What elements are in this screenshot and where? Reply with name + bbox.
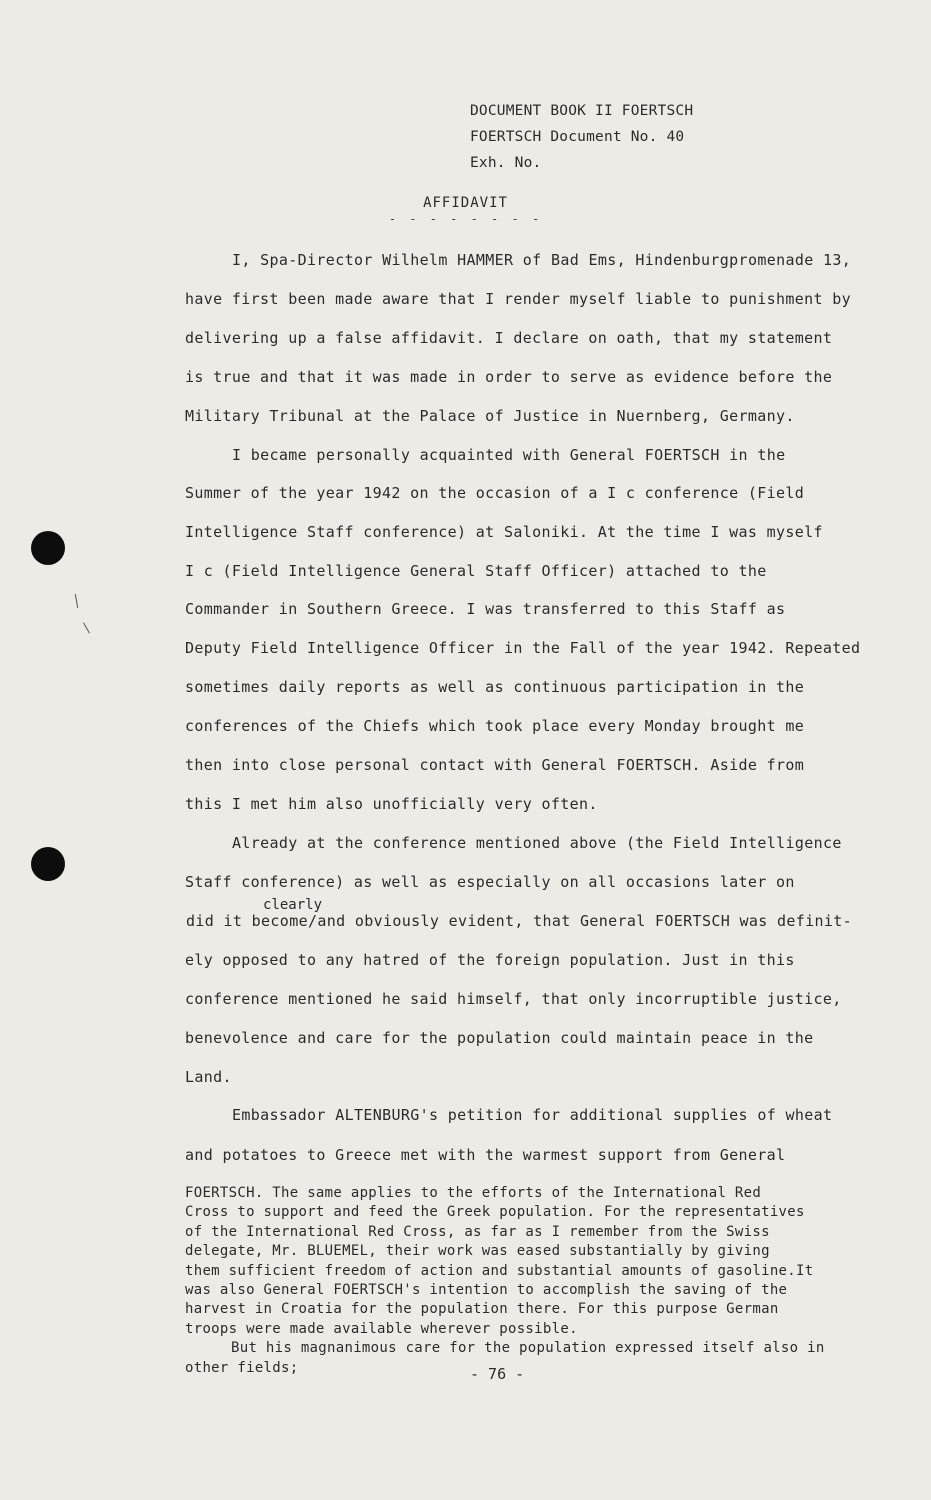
paragraph-line: did it become/and obviously evident, that General FOERTSCH was definit- xyxy=(186,912,853,930)
paper-mark xyxy=(83,623,90,634)
paragraph-line: Summer of the year 1942 on the occasion of a I c conference (Field xyxy=(185,484,805,502)
paragraph-line: I became personally acquainted with General FOERTSCH in the xyxy=(232,446,786,464)
paragraph-line: Already at the conference mentioned above (the Field Intelligence xyxy=(232,834,842,852)
page-number: - 76 - xyxy=(470,1365,525,1383)
paragraph-line: conferences of the Chiefs which took place every Monday brought me xyxy=(185,717,805,735)
paragraph-line: and potatoes to Greece met with the warmest support from General xyxy=(185,1146,786,1164)
paragraph-line: sometimes daily reports as well as continuous participation in the xyxy=(185,678,805,696)
paragraph-line: is true and that it was made in order to serve as evidence before the xyxy=(185,368,833,386)
paragraph-line: delegate, Mr. BLUEMEL, their work was eased substantially by giving xyxy=(185,1243,770,1260)
paragraph-line: this I met him also unofficially very often. xyxy=(185,795,598,813)
paragraph-line: Cross to support and feed the Greek population. For the representatives xyxy=(185,1204,805,1221)
header-line-3: Exh. No. xyxy=(470,155,542,171)
paragraph-line: ely opposed to any hatred of the foreign population. Just in this xyxy=(185,951,795,969)
paragraph-line: harvest in Croatia for the population there. For this purpose German xyxy=(185,1301,779,1318)
paragraph-line: other fields; xyxy=(185,1359,299,1376)
paragraph-line: was also General FOERTSCH's intention to accomplish the saving of the xyxy=(185,1282,788,1299)
paragraph-line: Military Tribunal at the Palace of Justice in Nuernberg, Germany. xyxy=(185,407,795,425)
paragraph-line: Embassador ALTENBURG's petition for additional supplies of wheat xyxy=(232,1106,833,1124)
title-underline: - - - - - - - - xyxy=(388,212,543,226)
paragraph-line: I, Spa-Director Wilhelm HAMMER of Bad Ems, Hindenburgpromenade 13, xyxy=(232,251,852,269)
paragraph-line: But his magnanimous care for the population expressed itself also in xyxy=(231,1340,825,1357)
paragraph-line: I c (Field Intelligence General Staff Officer) attached to the xyxy=(185,562,767,580)
document-header xyxy=(470,98,693,176)
paragraph-line: Land. xyxy=(185,1068,232,1086)
handwritten-insert: clearly xyxy=(263,897,323,913)
paragraph-line: conference mentioned he said himself, that only incorruptible justice, xyxy=(185,990,842,1008)
paragraph-line: benevolence and care for the population could maintain peace in the xyxy=(185,1029,814,1047)
paragraph-line: Intelligence Staff conference) at Saloniki. At the time I was myself xyxy=(185,523,823,541)
paragraph-line: Commander in Southern Greece. I was transferred to this Staff as xyxy=(185,600,786,618)
paper-mark xyxy=(75,594,78,608)
paragraph-line: delivering up a false affidavit. I declare on oath, that my statement xyxy=(185,329,833,347)
single-spaced-paragraph xyxy=(185,1184,885,1378)
punch-hole xyxy=(31,847,65,881)
paragraph-line: then into close personal contact with General FOERTSCH. Aside from xyxy=(185,756,805,774)
paragraph-line: Deputy Field Intelligence Officer in the Fall of the year 1942. Repeated xyxy=(185,639,861,657)
paragraph-line: of the International Red Cross, as far as I remember from the Swiss xyxy=(185,1223,770,1240)
paragraph-line: FOERTSCH. The same applies to the efforts of the International Red xyxy=(185,1185,762,1201)
punch-hole xyxy=(31,531,65,565)
paragraph-line: troops were made available wherever possible. xyxy=(185,1320,578,1337)
header-line-2: FOERTSCH Document No. 40 xyxy=(470,129,685,145)
header-line-1: DOCUMENT BOOK II FOERTSCH xyxy=(470,103,694,119)
document-title: AFFIDAVIT xyxy=(423,195,508,211)
paragraph-line: them sufficient freedom of action and substantial amounts of gasoline.It xyxy=(185,1262,814,1279)
paragraph-line: Staff conference) as well as especially on all occasions later on xyxy=(185,873,795,891)
paragraph-line: have first been made aware that I render myself liable to punishment by xyxy=(185,290,852,308)
